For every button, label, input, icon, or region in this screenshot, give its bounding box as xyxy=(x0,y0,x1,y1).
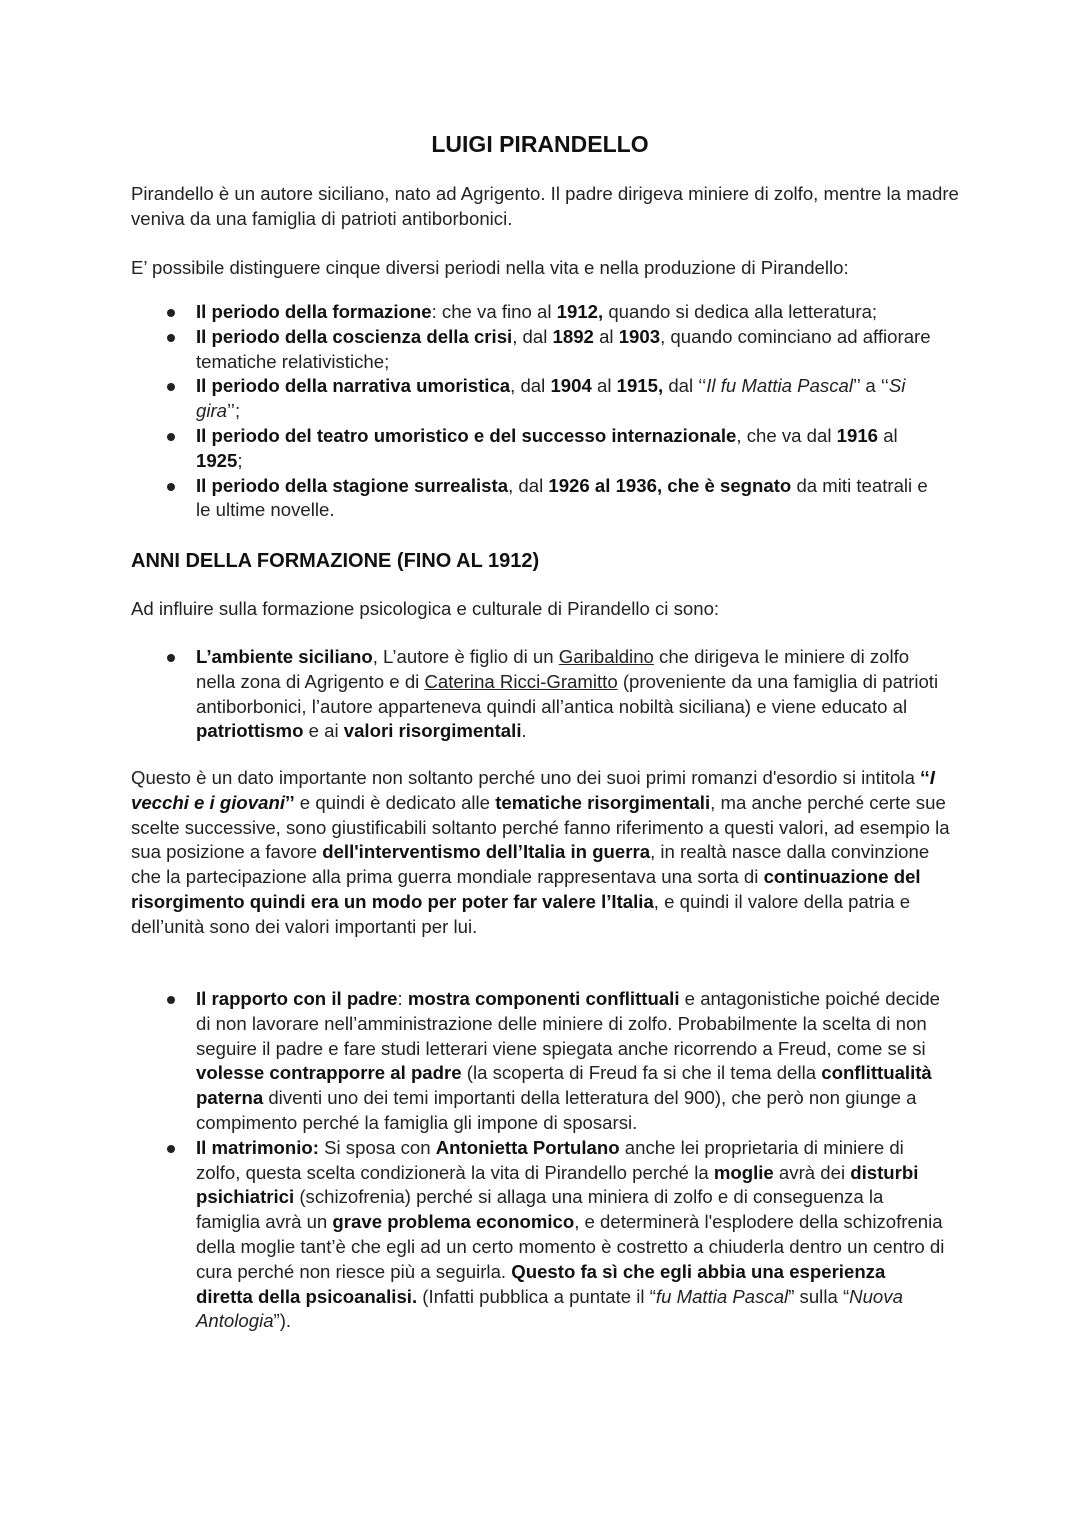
page-title: LUIGI PIRANDELLO xyxy=(431,131,649,157)
formation-factors-list xyxy=(131,987,946,1334)
bullet-icon xyxy=(167,433,175,441)
list-item: Il periodo della narrativa umoristica, dal 1904 al 1915, dal ‘‘Il fu Mattia Pascal’’ a ‘‘Si gira’’; xyxy=(131,374,946,424)
list-item: Il matrimonio: Si sposa con Antonietta Portulano anche lei proprietaria di miniere di zolfo, questa scelta condizionerà la vita di Pirandello perché la moglie avrà dei disturbi psichiatrici (schizofrenia) perché si allaga una miniera di zolfo e di conseguenza la famiglia avrà un grave problema economico, e determinerà l'esplodere della schizofrenia della moglie tant’è che egli ad un certo momento è costretto a chiuderla dentro un centro di cura perché non riesce più a seguirla. Questo fa sì che egli abbia una esperienza diretta della psicoanalisi. (Infatti pubblica a puntate il “fu Mattia Pascal” sulla “Nuova Antologia”). xyxy=(131,1136,946,1334)
bullet-icon xyxy=(167,1145,175,1153)
importance-paragraph: Questo è un dato importante non soltanto perché uno dei suoi primi romanzi d'esordio si intitola ‘‘I vecchi e i giovani’’ e quindi è dedicato alle tematiche risorgimentali, ma anche perché certe sue scelte successive, sono giustificabili soltanto perché fanno riferimento a questi valori, ad esempio la sua posizione a favore dell'interventismo dell’Italia in guerra, in realtà nasce dalla convinzione che la partecipazione alla prima guerra mondiale rappresentava una sorta di continuazione del risorgimento quindi era un modo per poter far valere l’Italia, e quindi il valore della patria e dell’unità sono dei valori importanti per lui. xyxy=(131,767,950,937)
ambiente-list xyxy=(131,645,946,744)
list-item: Il periodo della coscienza della crisi, dal 1892 al 1903, quando cominciano ad affiorare tematiche relativistiche; xyxy=(131,325,946,375)
periods-intro-paragraph: E’ possibile distinguere cinque diversi periodi nella vita e nella produzione di Pirandello: xyxy=(131,257,849,278)
bullet-icon xyxy=(167,996,175,1004)
intro-paragraph: Pirandello è un autore siciliano, nato ad Agrigento. Il padre dirigeva miniere di zolfo, mentre la madre veniva da una famiglia di patrioti antiborbonici. xyxy=(131,183,959,229)
list-item: Il rapporto con il padre: mostra componenti conflittuali e antagonistiche poiché decide di non lavorare nell’amministrazione delle miniere di zolfo. Probabilmente la scelta di non seguire il padre e fare studi letterari viene spiegata anche ricorrendo a Freud, come se si volesse contrapporre al padre (la scoperta di Freud fa si che il tema della conflittualità paterna diventi uno dei temi importanti della letteratura del 900), che però non giunge a compimento perché la famiglia gli impone di sposarsi. xyxy=(131,987,946,1136)
periods-list xyxy=(131,300,946,523)
list-item: Il periodo del teatro umoristico e del successo internazionale, che va dal 1916 al 1925; xyxy=(131,424,946,474)
list-item: Il periodo della formazione: che va fino al 1912, quando si dedica alla letteratura; xyxy=(131,300,946,325)
section-heading: ANNI DELLA FORMAZIONE (FINO AL 1912) xyxy=(131,550,540,572)
influences-intro-paragraph: Ad influire sulla formazione psicologica e culturale di Pirandello ci sono: xyxy=(131,598,720,619)
bullet-icon xyxy=(167,334,175,342)
bullet-icon xyxy=(167,383,175,391)
list-item: L’ambiente siciliano, L’autore è figlio di un Garibaldino che dirigeva le miniere di zolfo nella zona di Agrigento e di Caterina Ricci-Gramitto (proveniente da una famiglia di patrioti antiborbonici, l’autore apparteneva quindi all’antica nobiltà siciliana) e viene educato al patriottismo e ai valori risorgimentali. xyxy=(131,645,946,744)
list-item: Il periodo della stagione surrealista, dal 1926 al 1936, che è segnato da miti teatrali e le ultime novelle. xyxy=(131,474,946,524)
bullet-icon xyxy=(167,654,175,662)
bullet-icon xyxy=(167,483,175,491)
bullet-icon xyxy=(167,309,175,317)
